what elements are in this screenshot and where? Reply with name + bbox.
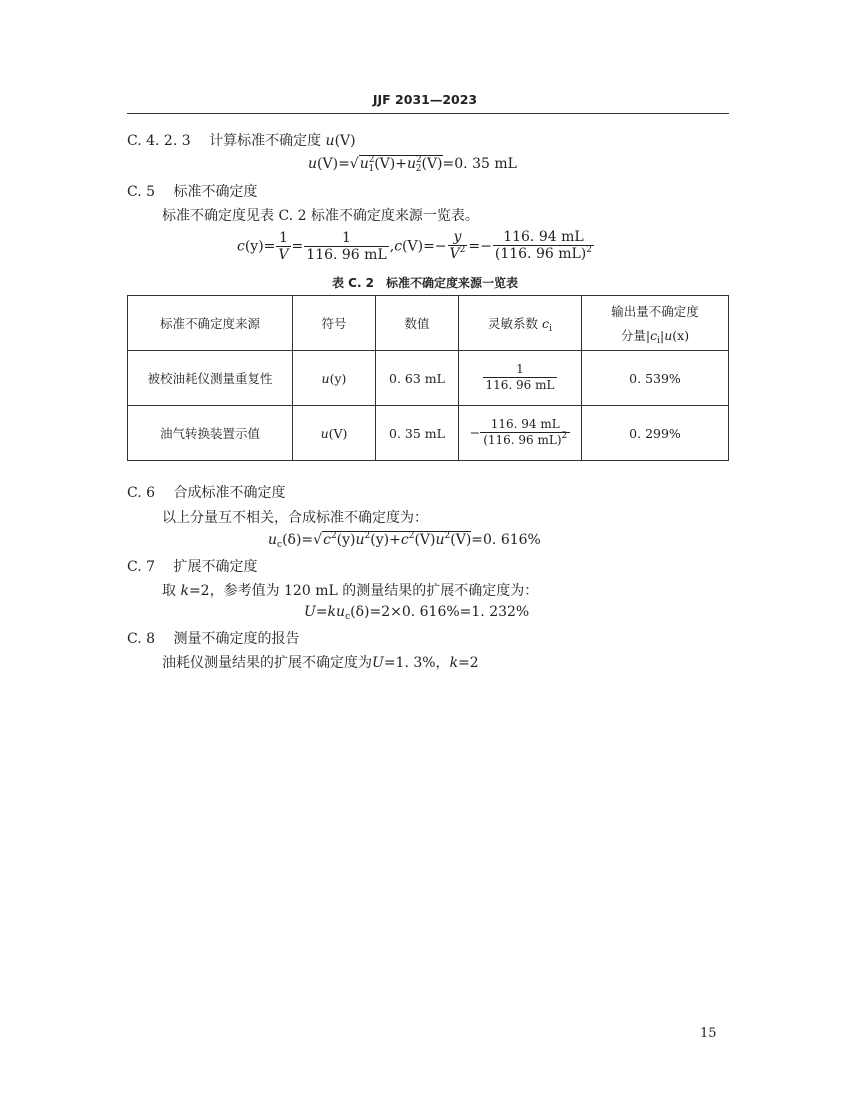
cell-value: 0. 35 mL: [376, 406, 459, 461]
section-c8-body: [162, 652, 479, 672]
u-sub: c: [277, 540, 283, 550]
section-c7-body: [162, 580, 538, 600]
c: c: [400, 532, 409, 548]
cell-sensitivity: [459, 351, 582, 406]
table-caption: 表 C. 2 标准不确定度来源一览表: [331, 276, 519, 290]
coef-fraction: [483, 362, 558, 395]
cell-source: 油气转换装置示值: [128, 406, 293, 461]
coef-sign: −: [469, 424, 481, 440]
section-number: C. 7: [127, 559, 156, 575]
k: k: [180, 583, 189, 599]
frac-1-over-value: [304, 230, 388, 263]
k: k: [327, 604, 337, 620]
u: u: [336, 604, 346, 620]
sym-arg: (y): [329, 370, 347, 386]
v: V: [449, 246, 460, 262]
sup: 2: [459, 245, 466, 255]
col-header-symbol: 符号: [293, 296, 376, 351]
arg: (δ)=: [282, 532, 314, 548]
rest: (δ)=2×0. 616%=1. 232%: [350, 604, 530, 620]
sens-sym: c: [542, 316, 550, 331]
body-post: =2，参考值为 120 mL 的测量结果的扩展不确定度为：: [188, 583, 539, 599]
formula-u: u: [308, 156, 318, 172]
cell-output: 0. 539%: [582, 351, 729, 406]
u: u: [268, 532, 278, 548]
sup: 2: [586, 245, 592, 255]
section-c6-heading: [127, 482, 285, 502]
rad-sup1: 2: [368, 155, 375, 165]
cell-output: 0. 299%: [582, 406, 729, 461]
frac-den: 116. 96 mL: [306, 247, 387, 263]
section-number: C. 6: [127, 485, 156, 501]
cell-source: 被校油耗仪测量重复性: [128, 351, 293, 406]
col-header-sensitivity: [459, 296, 582, 351]
section-c4-2-3-heading: [127, 130, 356, 150]
c: c: [323, 532, 331, 548]
frac-value-over-sq: [493, 229, 594, 264]
U: U: [304, 604, 316, 620]
col-header-value: 数值: [376, 296, 459, 351]
output-pre: 分量|: [620, 328, 651, 343]
body-pre: 取: [162, 583, 176, 599]
y-arg: (y): [336, 532, 356, 548]
formula-result: =0. 35 mL: [442, 156, 517, 172]
coef-num: 1: [516, 361, 524, 376]
coef-den-text: (116. 96 mL): [483, 432, 562, 447]
coef-den-text: 116. 96 mL: [485, 377, 555, 392]
den-sq: (116. 96 mL): [494, 246, 587, 262]
output-c-sub: i: [657, 336, 661, 346]
section-title: 标准不确定度: [173, 184, 258, 200]
formula-lhs: (V)=: [317, 156, 350, 172]
sym-arg: (V): [328, 425, 348, 441]
sqrt-sign: √: [313, 532, 323, 548]
symbol-u: u: [325, 133, 335, 149]
sup: 2: [364, 531, 371, 541]
uncertainty-table: [127, 295, 729, 461]
frac-num: 1: [279, 230, 288, 246]
section-title: 测量不确定度的报告: [173, 631, 300, 647]
formula-uV: [308, 155, 517, 174]
sup: 2: [444, 531, 451, 541]
rad-sub2: 2: [415, 164, 422, 174]
section-c7-heading: [127, 556, 257, 576]
k: k: [449, 655, 459, 671]
section-c8-heading: [127, 628, 299, 648]
result: =0. 616%: [471, 532, 541, 548]
sup: 2: [408, 531, 415, 541]
sens-label: 灵敏系数: [488, 316, 539, 331]
output-u: u: [664, 328, 673, 343]
u: u: [355, 532, 365, 548]
section-title: 计算标准不确定度: [209, 133, 322, 149]
rad-sup2: 2: [416, 155, 422, 165]
cell-sensitivity: [459, 406, 582, 461]
section-title: 扩展不确定度: [173, 559, 258, 575]
rad-u1: u: [359, 156, 369, 172]
u: u: [435, 532, 445, 548]
rad-term2: (V): [421, 156, 443, 172]
sym-u: u: [320, 425, 329, 441]
output-line2: [582, 326, 728, 344]
V-arg: (V): [414, 532, 436, 548]
table-row: [128, 406, 729, 461]
frac-num: 1: [342, 230, 351, 246]
section-c5-heading: [127, 181, 257, 201]
section-c6-body: 以上分量互不相关，合成标准不确定度为：: [162, 510, 428, 526]
cell-value: 0. 63 mL: [376, 351, 459, 406]
sens-sub: i: [549, 324, 552, 334]
c-symbol: c: [237, 238, 245, 255]
output-c: c: [650, 328, 658, 343]
table-header-row: [128, 296, 729, 351]
formula-expanded: [304, 604, 529, 620]
col-header-source: 标准不确定度来源: [128, 296, 293, 351]
cell-symbol: [293, 406, 376, 461]
output-line1: 输出量不确定度: [611, 304, 699, 319]
rad-sub1: 1: [368, 164, 375, 174]
symbol-arg: (V): [334, 133, 356, 149]
section-number: C. 5: [127, 184, 156, 200]
rad-term1: (V)+: [374, 156, 407, 172]
eq-neg: =−: [468, 238, 492, 255]
coef-fraction: [480, 417, 570, 450]
body-pre: 油耗仪测量结果的扩展不确定度为: [162, 655, 372, 671]
section-title: 合成标准不确定度: [173, 485, 286, 501]
sqrt-radicand: [359, 155, 443, 174]
cell-symbol: [293, 351, 376, 406]
frac-y-over-V2: [448, 229, 468, 264]
sep: ,: [389, 238, 395, 255]
rad-u2: u: [406, 156, 417, 172]
coef-den: [480, 432, 570, 450]
coef-den-sup: 2: [561, 430, 568, 441]
body-post: =2: [458, 655, 479, 671]
coef-num: 116. 94 mL: [490, 416, 560, 431]
frac-den: V: [278, 247, 289, 263]
V-arg: (V): [450, 532, 472, 548]
eq: =: [315, 604, 328, 620]
formula-combined: [268, 531, 541, 550]
plus: +: [389, 532, 401, 548]
header-rule: [127, 113, 729, 114]
frac-den: [448, 245, 468, 264]
frac-den: [493, 245, 594, 264]
coef-den: [483, 377, 558, 395]
frac-1-over-V: [276, 230, 290, 263]
eq: =: [291, 238, 304, 255]
u-sub: c: [345, 612, 351, 622]
frac-num: 116. 94 mL: [503, 229, 584, 245]
table-row: [128, 351, 729, 406]
sqrt-sign: √: [349, 156, 359, 172]
col-header-output: [582, 296, 729, 351]
section-c5-body: 标准不确定度见表 C. 2 标准不确定度来源一览表。: [162, 208, 479, 224]
y-arg: (y): [370, 532, 390, 548]
cV-arg: (V)=−: [402, 238, 447, 255]
section-number: C. 4. 2. 3: [127, 133, 191, 149]
sup: 2: [330, 531, 337, 541]
running-header: JJF 2031—2023: [372, 92, 478, 107]
sqrt-radicand: [322, 531, 471, 550]
c-symbol: c: [394, 238, 403, 255]
page-number: 15: [700, 1026, 717, 1041]
frac-num: y: [453, 229, 462, 245]
output-arg: (x): [672, 328, 690, 343]
formula-sensitivity: [237, 229, 595, 264]
body-mid: =1. 3%，: [383, 655, 450, 671]
section-number: C. 8: [127, 631, 156, 647]
output-mid: |: [660, 328, 665, 343]
cy-arg: (y)=: [244, 238, 276, 255]
sym-u: u: [321, 370, 330, 386]
U: U: [372, 655, 384, 671]
